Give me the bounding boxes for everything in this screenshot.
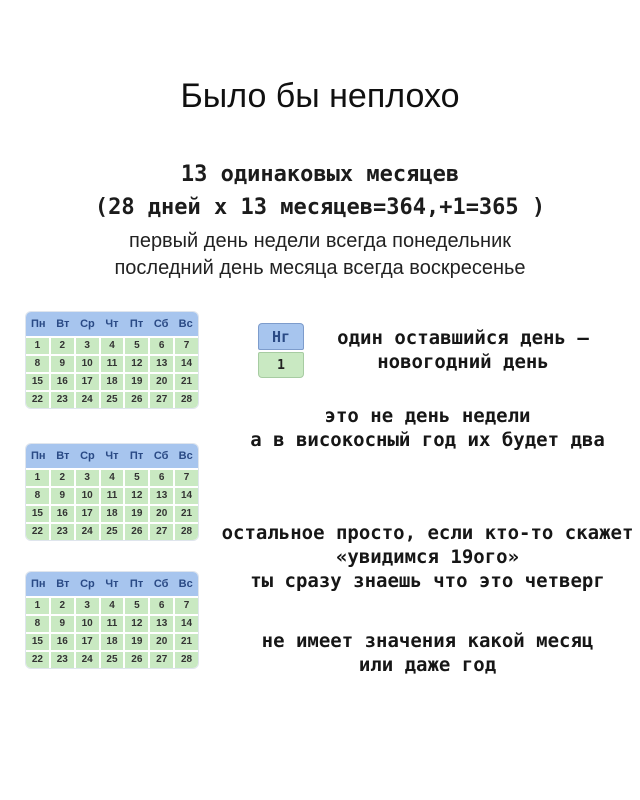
- calendar-day-cell: 10: [76, 488, 99, 504]
- calendar-day-cell: 28: [175, 524, 198, 540]
- calendar-day-cell: 20: [150, 634, 173, 650]
- calendar-header-row: [26, 444, 198, 468]
- calendar-day-cell: 22: [26, 652, 49, 668]
- calendar-day-cell: 9: [51, 488, 74, 504]
- calendar-day-cell: 19: [125, 634, 148, 650]
- calendar-day-header: Ср: [80, 450, 95, 462]
- calendar-day-cell: 18: [101, 506, 124, 522]
- calendar-day-cell: 23: [51, 524, 74, 540]
- calendar-day-cell: 13: [150, 356, 173, 372]
- calendar-day-cell: 18: [101, 374, 124, 390]
- subheading-line-1: первый день недели всегда понедельник: [128, 230, 511, 252]
- calendar-day-header: Вс: [178, 450, 193, 462]
- calendar-day-cell: 7: [175, 470, 198, 486]
- calendar-day-header: Ср: [80, 578, 95, 590]
- calendar-body: [26, 598, 198, 668]
- calendar-day-cell: 6: [150, 338, 173, 354]
- calendar-day-cell: 20: [150, 506, 173, 522]
- calendar-day-header: Сб: [153, 578, 169, 590]
- calendar-day-cell: 16: [51, 634, 74, 650]
- calendar-day-cell: 4: [101, 338, 124, 354]
- heading-line-2: (28 дней x 13 месяцев=364,+1=365 ): [94, 195, 546, 220]
- calendar-day-cell: 9: [51, 356, 74, 372]
- calendar-day-cell: 12: [125, 488, 148, 504]
- calendar-day-cell: 6: [150, 470, 173, 486]
- calendar-day-cell: 19: [125, 374, 148, 390]
- calendar-day-cell: 20: [150, 374, 173, 390]
- calendar-day-cell: 1: [26, 338, 49, 354]
- calendar-day-cell: 22: [26, 524, 49, 540]
- calendar-day-cell: 7: [175, 338, 198, 354]
- new-year-number-cell: 1: [258, 352, 304, 378]
- note-leap-year: [220, 404, 635, 452]
- note-line: это не день недели: [324, 405, 531, 427]
- calendar-day-cell: 23: [51, 392, 74, 408]
- calendar-day-header: Пн: [31, 578, 46, 590]
- calendar-day-cell: 6: [150, 598, 173, 614]
- calendar-day-cell: 1: [26, 598, 49, 614]
- calendar-day-cell: 28: [175, 652, 198, 668]
- calendar-day-header: Вт: [56, 318, 70, 330]
- calendar-day-cell: 25: [101, 524, 124, 540]
- calendar-day-cell: 5: [125, 598, 148, 614]
- calendar-day-cell: 3: [76, 338, 99, 354]
- note-line: не имеет значения какой месяц: [261, 630, 594, 652]
- calendar-day-cell: 27: [150, 524, 173, 540]
- calendar-day-cell: 14: [175, 356, 198, 372]
- calendar-day-cell: 27: [150, 392, 173, 408]
- calendar-day-cell: 28: [175, 392, 198, 408]
- calendar-day-cell: 5: [125, 470, 148, 486]
- calendar-day-cell: 24: [76, 652, 99, 668]
- calendar-month-1: [26, 312, 198, 408]
- calendar-day-cell: 2: [51, 338, 74, 354]
- calendar-day-cell: 14: [175, 616, 198, 632]
- calendar-day-cell: 15: [26, 634, 49, 650]
- calendar-day-header: Пн: [31, 318, 46, 330]
- calendar-day-cell: 4: [101, 598, 124, 614]
- calendar-day-cell: 11: [101, 488, 124, 504]
- page-title: Было бы неплохо: [180, 77, 460, 115]
- calendar-day-cell: 15: [26, 374, 49, 390]
- calendar-day-header: Пт: [129, 318, 144, 330]
- calendar-day-header: Вс: [178, 318, 193, 330]
- calendar-day-cell: 10: [76, 356, 99, 372]
- calendar-day-cell: 21: [175, 374, 198, 390]
- note-line: новогодний день: [377, 351, 549, 373]
- subheading: [0, 228, 640, 282]
- calendar-day-cell: 9: [51, 616, 74, 632]
- calendar-day-cell: 16: [51, 374, 74, 390]
- calendar-day-cell: 27: [150, 652, 173, 668]
- note-new-year-day: [318, 326, 608, 374]
- calendar-day-cell: 15: [26, 506, 49, 522]
- calendar-header-row: [26, 312, 198, 336]
- calendar-day-cell: 17: [76, 634, 99, 650]
- calendar-day-cell: 4: [101, 470, 124, 486]
- calendar-day-cell: 24: [76, 392, 99, 408]
- calendar-day-cell: 13: [150, 488, 173, 504]
- calendar-day-cell: 10: [76, 616, 99, 632]
- calendar-day-cell: 26: [125, 392, 148, 408]
- calendar-day-header: Чт: [105, 318, 119, 330]
- calendar-header-row: [26, 572, 198, 596]
- calendar-day-header: Вт: [56, 578, 70, 590]
- calendar-day-cell: 8: [26, 488, 49, 504]
- calendar-day-cell: 18: [101, 634, 124, 650]
- calendar-day-cell: 3: [76, 598, 99, 614]
- calendar-day-cell: 24: [76, 524, 99, 540]
- calendar-day-cell: 19: [125, 506, 148, 522]
- note-line: ты сразу знаешь что это четверг: [250, 570, 605, 592]
- calendar-day-header: Пт: [129, 450, 144, 462]
- calendar-day-cell: 11: [101, 356, 124, 372]
- note-line: остальное просто, если кто-то скажет: [221, 522, 634, 544]
- calendar-day-header: Пт: [129, 578, 144, 590]
- calendar-month-2: [26, 444, 198, 540]
- calendar-day-cell: 3: [76, 470, 99, 486]
- calendar-day-header: Сб: [153, 450, 169, 462]
- calendar-day-header: Сб: [153, 318, 169, 330]
- calendar-day-cell: 17: [76, 374, 99, 390]
- new-year-label-cell: Нг: [258, 323, 304, 350]
- calendar-day-cell: 26: [125, 652, 148, 668]
- calendar-day-cell: 13: [150, 616, 173, 632]
- note-any-month: [220, 629, 635, 677]
- calendar-day-cell: 12: [125, 356, 148, 372]
- calendar-day-header: Чт: [105, 578, 119, 590]
- heading: [0, 158, 640, 224]
- calendar-day-header: Ср: [80, 318, 95, 330]
- subheading-line-2: последний день месяца всегда воскресенье: [114, 257, 526, 279]
- note-line: а в високосный год их будет два: [250, 429, 605, 451]
- note-line: «увидимся 19ого»: [335, 546, 520, 568]
- calendar-day-cell: 7: [175, 598, 198, 614]
- calendar-day-cell: 1: [26, 470, 49, 486]
- calendar-day-cell: 21: [175, 634, 198, 650]
- calendar-day-header: Вт: [56, 450, 70, 462]
- calendar-body: [26, 470, 198, 540]
- new-year-day-box: [258, 323, 304, 378]
- calendar-day-cell: 12: [125, 616, 148, 632]
- note-weekday-example: [220, 521, 635, 593]
- calendar-day-cell: 16: [51, 506, 74, 522]
- heading-line-1: 13 одинаковых месяцев: [180, 162, 460, 187]
- calendar-day-cell: 14: [175, 488, 198, 504]
- calendar-day-cell: 8: [26, 616, 49, 632]
- calendar-day-cell: 11: [101, 616, 124, 632]
- calendar-day-cell: 5: [125, 338, 148, 354]
- calendar-day-cell: 23: [51, 652, 74, 668]
- calendar-day-cell: 25: [101, 652, 124, 668]
- calendar-day-cell: 8: [26, 356, 49, 372]
- calendar-day-header: Вс: [178, 578, 193, 590]
- calendar-month-3: [26, 572, 198, 668]
- calendar-day-cell: 17: [76, 506, 99, 522]
- calendar-day-cell: 26: [125, 524, 148, 540]
- calendar-day-cell: 21: [175, 506, 198, 522]
- calendar-day-cell: 2: [51, 470, 74, 486]
- calendar-body: [26, 338, 198, 408]
- calendar-day-cell: 2: [51, 598, 74, 614]
- calendar-day-cell: 25: [101, 392, 124, 408]
- calendar-day-header: Пн: [31, 450, 46, 462]
- calendar-day-header: Чт: [105, 450, 119, 462]
- calendar-day-cell: 22: [26, 392, 49, 408]
- note-line: или даже год: [358, 654, 497, 676]
- note-line: один оставшийся день —: [337, 327, 589, 349]
